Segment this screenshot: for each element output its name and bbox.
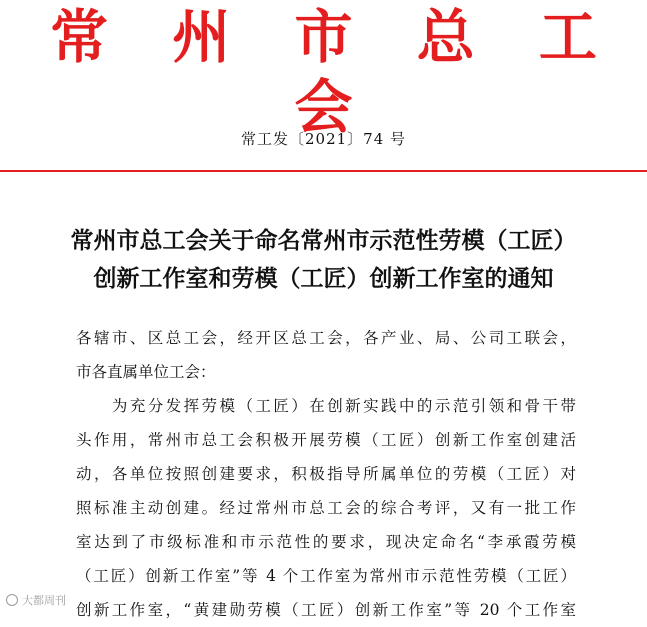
body-line: 头作用，常州市总工会积极开展劳模（工匠）创新工作室创建活 [76, 431, 576, 449]
body-line: 照标准主动创建。经过常州市总工会的综合考评，又有一批工作 [76, 499, 576, 517]
document-number: 常工发〔2021〕74 号 [240, 130, 407, 148]
body-line: 各辖市、区总工会，经开区总工会，各产业、局、公司工联会， [76, 329, 576, 347]
notice-body [76, 321, 576, 627]
red-divider [0, 170, 647, 172]
watermark-text: 大都周刊 [22, 594, 66, 607]
body-line: 动，各单位按照创建要求，积极指导所属单位的劳模（工匠）对 [76, 465, 576, 483]
masthead-title: 常 州 市 总 工 会 [50, 3, 619, 141]
body-line: 市各直属单位工会： [76, 363, 216, 381]
body-line: 创新工作室，“黄建勋劳模（工匠）创新工作室”等 20 个工作室 [76, 601, 576, 619]
body-line: 室达到了市级标准和市示范性的要求，现决定命名“李承霞劳模 [76, 533, 576, 551]
watermark [6, 592, 66, 608]
notice-title-line-2: 创新工作室和劳模（工匠）创新工作室的通知 [93, 265, 554, 292]
notice-title-line-1: 常州市总工会关于命名常州市示范性劳模（工匠） [70, 227, 577, 254]
body-line: 为充分发挥劳模（工匠）在创新实践中的示范引领和骨干带 [76, 397, 576, 415]
body-line: （工匠）创新工作室”等 4 个工作室为常州市示范性劳模（工匠） [76, 567, 576, 585]
notice-title [0, 222, 647, 298]
watermark-logo-icon [6, 594, 18, 606]
